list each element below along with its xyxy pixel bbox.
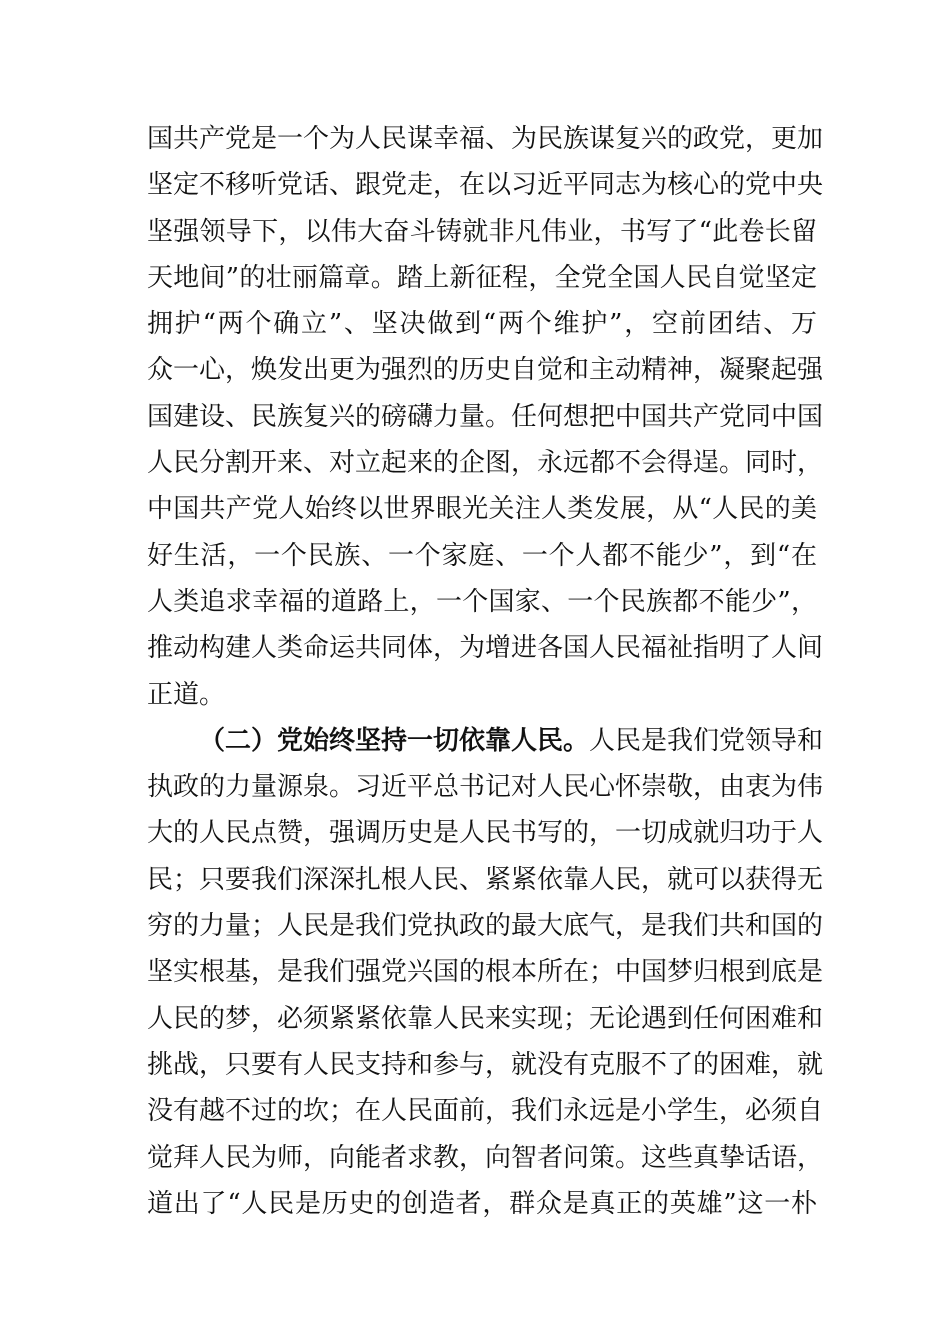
text-line: 拥护“两个确立”、坚决做到“两个维护”，空前团结、万 <box>147 309 817 340</box>
paragraph-1 <box>147 116 824 718</box>
text-line: 人民的梦，必须紧紧依靠人民来实现；无论遇到任何困难和 <box>147 1003 824 1034</box>
text-line: 推动构建人类命运共同体，为增进各国人民福祉指明了人间 <box>147 633 824 664</box>
text-line: 觉拜人民为师，向能者求教，向智者问策。这些真挚话语， <box>147 1142 824 1173</box>
text-line: 好生活，一个民族、一个家庭、一个人都不能少”，到“在 <box>147 540 817 571</box>
text-line: 天地间”的壮丽篇章。踏上新征程，全党全国人民自觉坚定 <box>147 262 817 293</box>
text-line: 人类追求幸福的道路上，一个国家、一个民族都不能少”， <box>147 586 817 617</box>
text-line: 挑战，只要有人民支持和参与，就没有克服不了的困难，就 <box>147 1049 824 1080</box>
text-line: 坚强领导下，以伟大奋斗铸就非凡伟业，书写了“此卷长留 <box>147 216 817 247</box>
text-line: 没有越不过的坎；在人民面前，我们永远是小学生，必须自 <box>147 1096 824 1127</box>
text-line-rest: 人民是我们党领导和 <box>589 725 824 756</box>
text-line: 国共产党是一个为人民谋幸福、为民族谋复兴的政党，更加 <box>147 124 824 154</box>
text-line: 坚定不移听党话、跟党走，在以习近平同志为核心的党中央 <box>147 170 824 201</box>
text-line-first <box>147 718 824 764</box>
paragraph-2 <box>147 718 824 1227</box>
text-line: 众一心，焕发出更为强烈的历史自觉和主动精神，凝聚起强 <box>147 355 824 386</box>
text-line: 坚实根基，是我们强党兴国的根本所在；中国梦归根到底是 <box>147 957 824 988</box>
section-heading: （二）党始终坚持一切依靠人民。 <box>199 725 590 756</box>
text-line: 中国共产党人始终以世界眼光关注人类发展，从“人民的美 <box>147 494 817 525</box>
text-line: 道出了“人民是历史的创造者，群众是真正的英雄”这一朴 <box>147 1188 817 1219</box>
text-line: 国建设、民族复兴的磅礴力量。任何想把中国共产党同中国 <box>147 401 824 432</box>
text-line: 人民分割开来、对立起来的企图，永远都不会得逞。同时， <box>147 448 824 479</box>
text-line: 穷的力量；人民是我们党执政的最大底气，是我们共和国的 <box>147 911 824 942</box>
text-line: 正道。 <box>147 679 226 710</box>
body-text <box>147 116 824 1227</box>
text-line: 执政的力量源泉。习近平总书记对人民心怀崇敬，由衷为伟 <box>147 772 824 803</box>
text-line: 大的人民点赞，强调历史是人民书写的，一切成就归功于人 <box>147 818 824 849</box>
text-line: 民；只要我们深深扎根人民、紧紧依靠人民，就可以获得无 <box>147 864 824 895</box>
